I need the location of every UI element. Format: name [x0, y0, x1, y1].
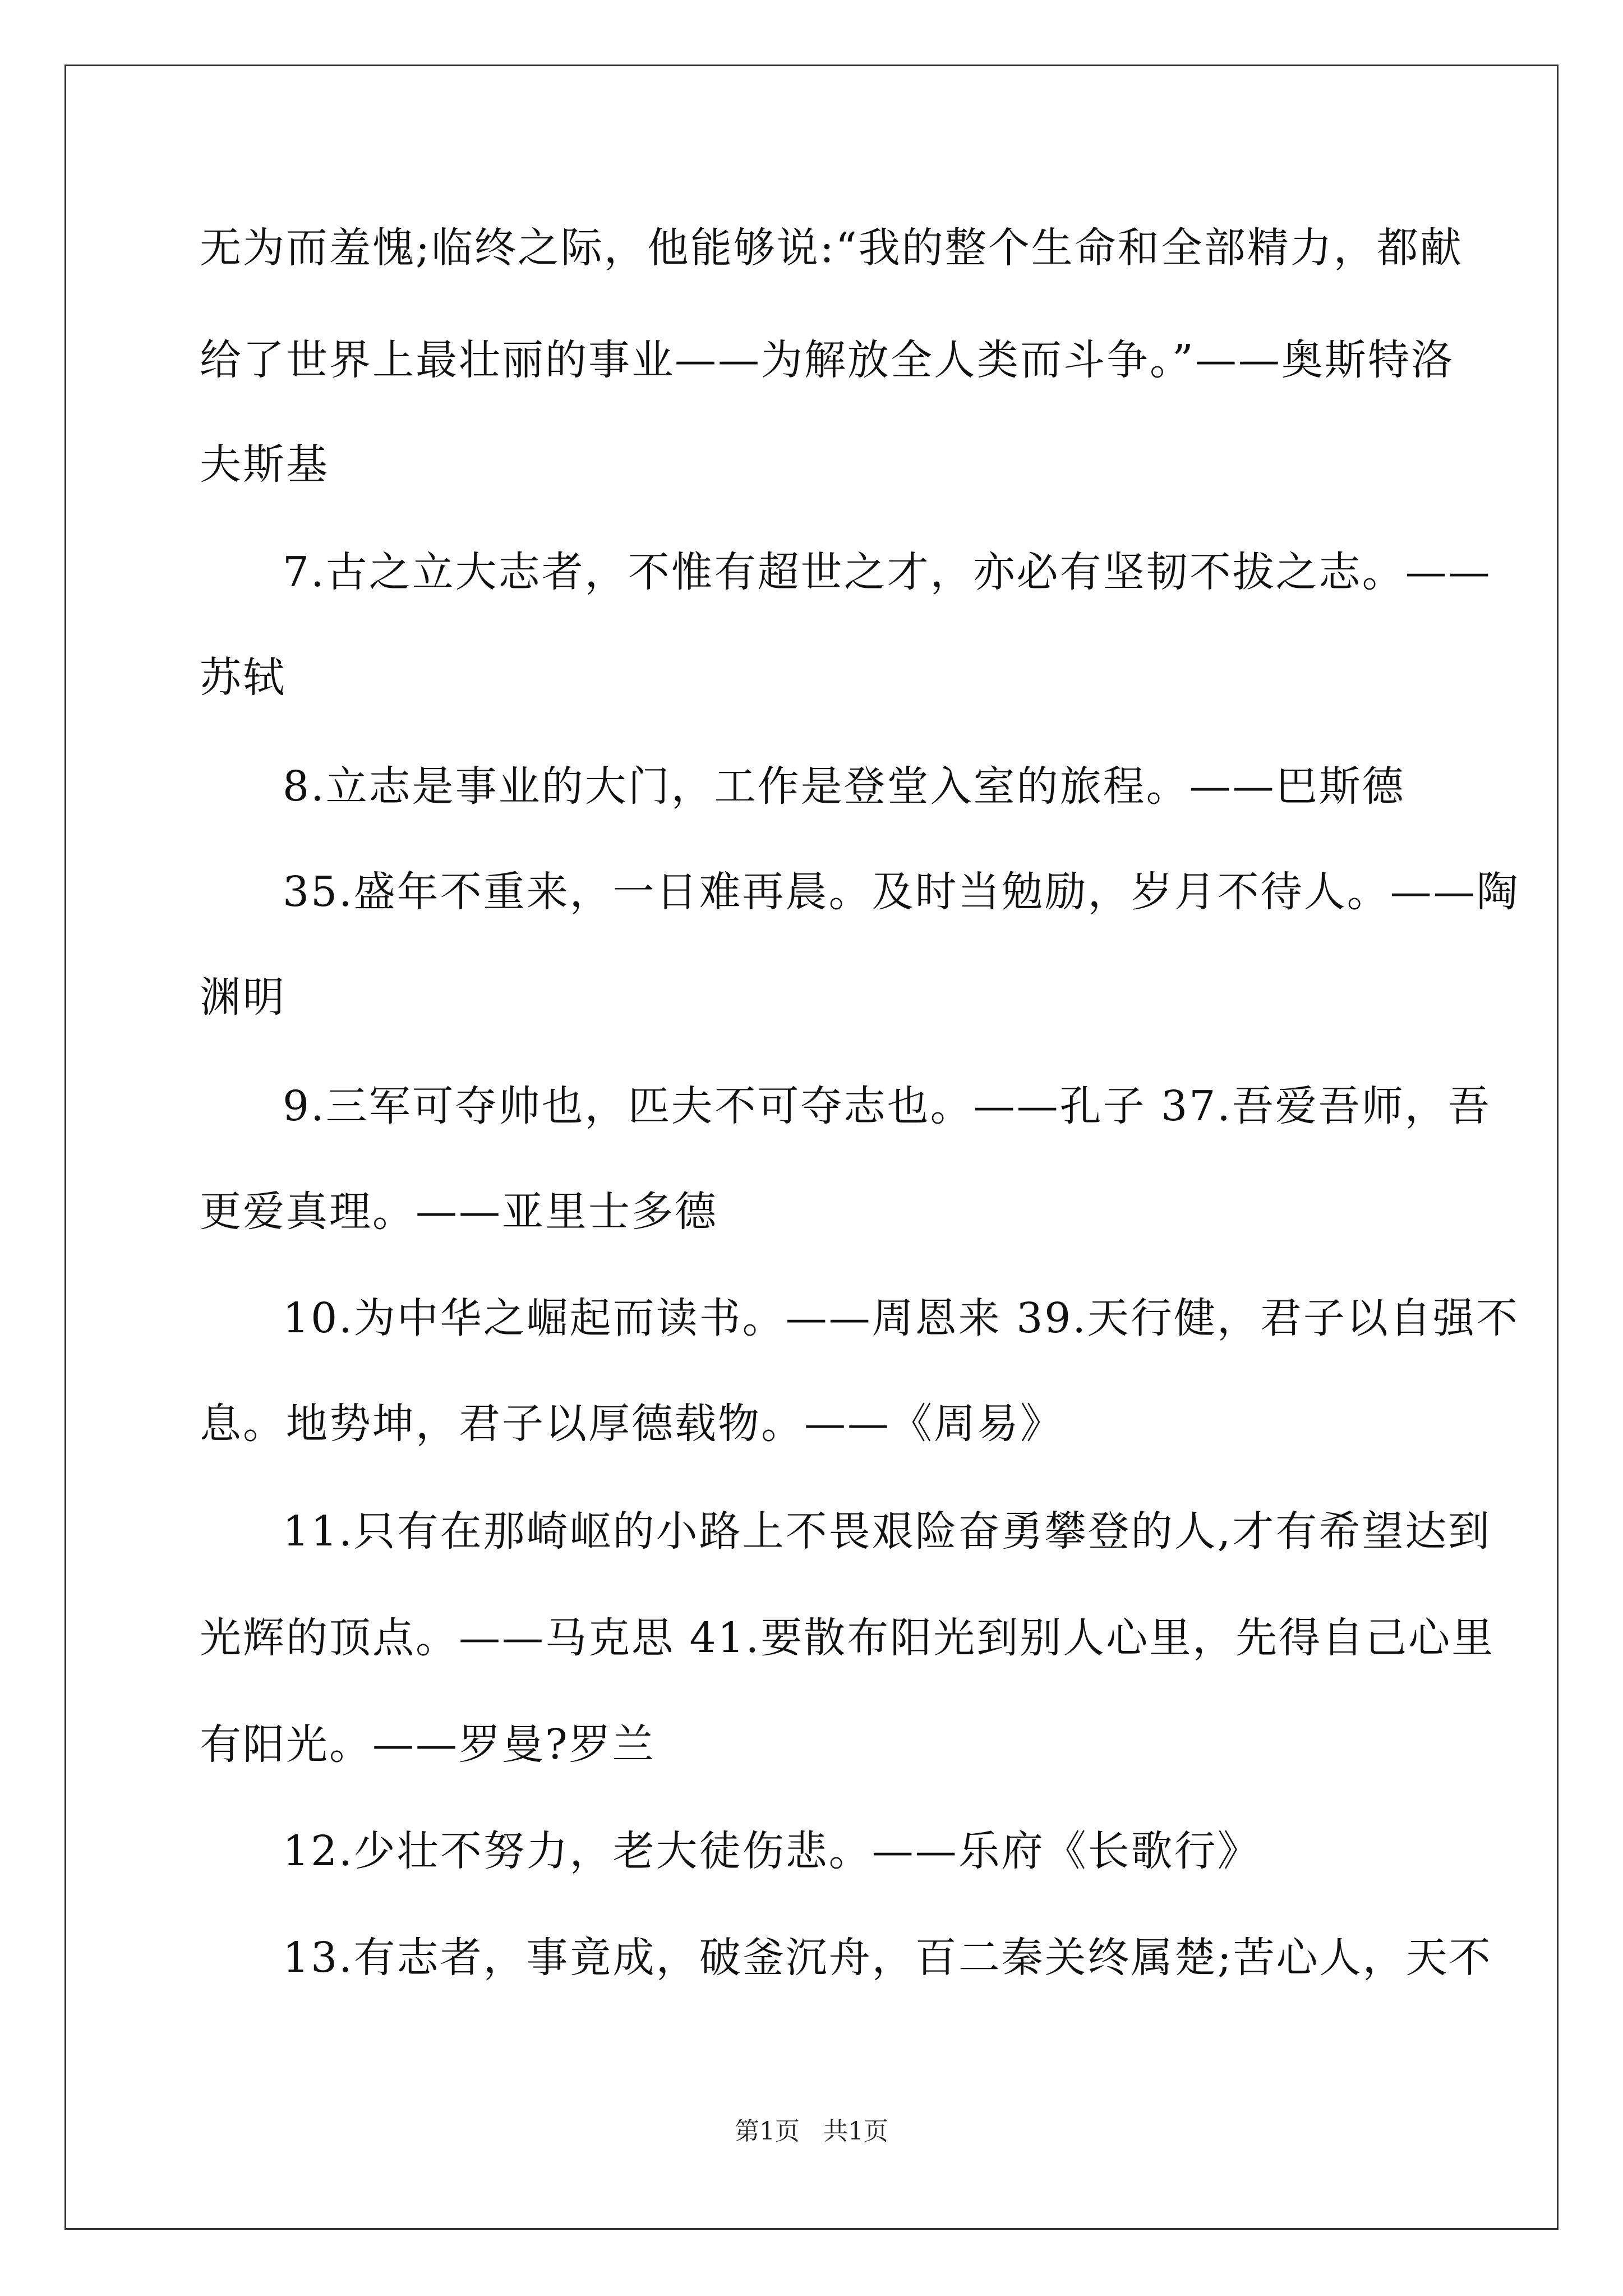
- text-line: 给了世界上最壮丽的事业——为解放全人类而斗争。”——奥斯特洛: [200, 336, 1454, 384]
- text-line: 11.只有在那崎岖的小路上不畏艰险奋勇攀登的人,才有希望达到: [283, 1507, 1492, 1556]
- text-line: 10.为中华之崛起而读书。——周恩来 39.天行健，君子以自强不: [283, 1294, 1519, 1342]
- text-line: 渊明: [200, 973, 286, 1022]
- text-line: 7.古之立大志者，不惟有超世之才，亦必有坚韧不拔之志。——: [283, 548, 1492, 596]
- text-line: 无为而羞愧;临终之际，他能够说:“我的整个生命和全部精力，都献: [200, 224, 1463, 272]
- text-line: 有阳光。——罗曼?罗兰: [200, 1720, 656, 1769]
- text-line: 8.立志是事业的大门，工作是登堂入室的旅程。——巴斯德: [283, 762, 1405, 811]
- text-line: 息。地势坤，君子以厚德载物。——《周易》: [200, 1400, 1063, 1448]
- text-line: 9.三军可夺帅也，匹夫不可夺志也。——孔子 37.吾爱吾师，吾: [283, 1082, 1491, 1130]
- text-line: 12.少壮不努力，老大徒伤悲。——乐府《长歌行》: [283, 1827, 1261, 1875]
- document-body: [200, 0, 1520, 2296]
- text-line: 光辉的顶点。——马克思 41.要散布阳光到别人心里，先得自己心里: [200, 1614, 1495, 1662]
- page-footer: 第1页 共1页: [735, 2117, 888, 2146]
- text-line: 夫斯基: [200, 440, 329, 489]
- text-line: 更爱真理。——亚里士多德: [200, 1188, 718, 1236]
- text-line: 苏轼: [200, 654, 286, 702]
- text-line: 35.盛年不重来，一日难再晨。及时当勉励，岁月不待人。——陶: [283, 868, 1520, 916]
- text-line: 13.有志者，事竟成，破釜沉舟，百二秦关终属楚;苦心人，天不: [283, 1934, 1492, 1982]
